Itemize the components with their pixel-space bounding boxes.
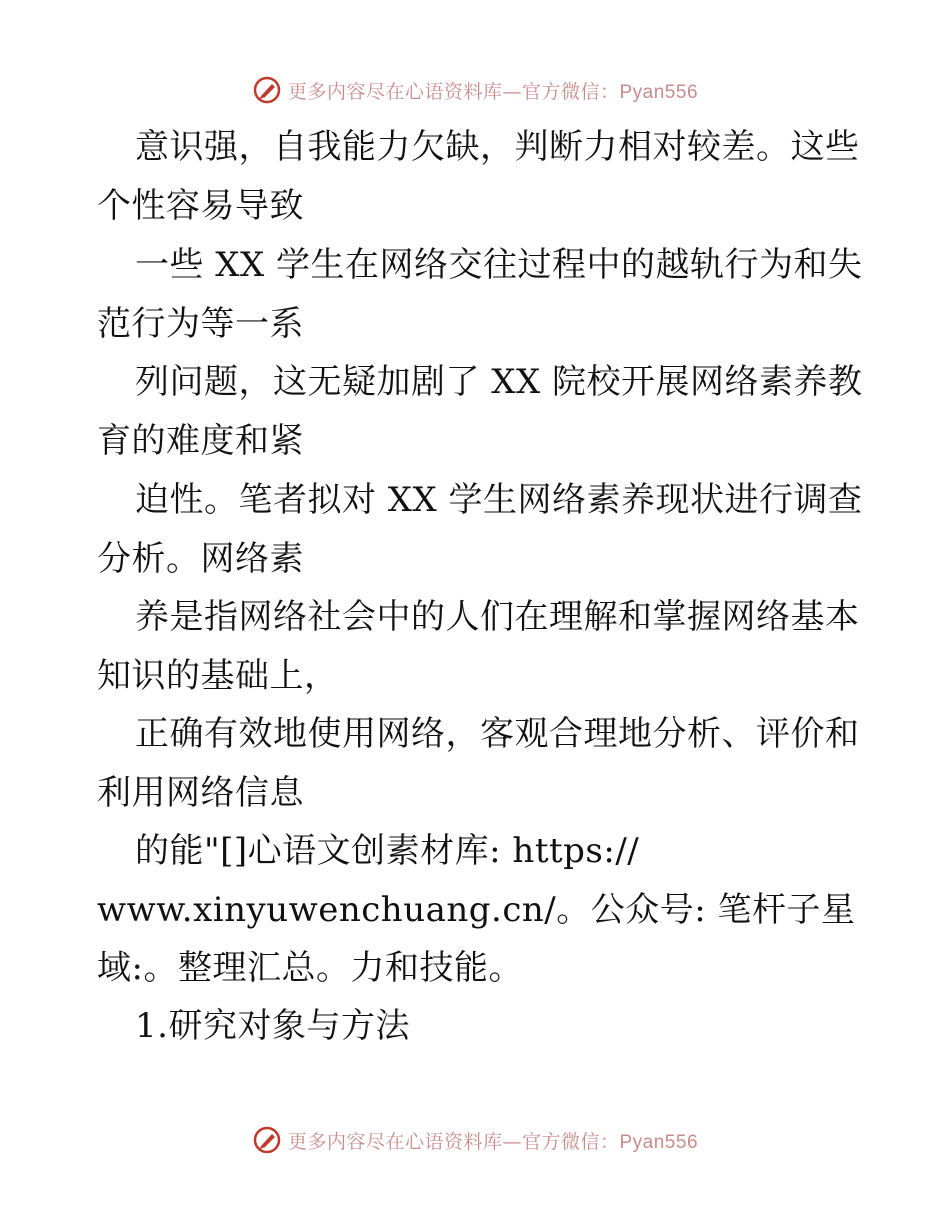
text-line: 迫性。笔者拟对 XX 学生网络素养现状进行调查	[135, 480, 863, 520]
section-heading: 1.研究对象与方法	[135, 1006, 410, 1046]
text-line: 列问题，这无疑加剧了 XX 院校开展网络素养教	[135, 362, 863, 402]
pen-seal-icon	[252, 75, 282, 105]
text-line: 一些 XX 学生在网络交往过程中的越轨行为和失	[135, 245, 863, 285]
banner-text	[288, 77, 698, 104]
text-line: 域:。整理汇总。力和技能。	[97, 948, 523, 988]
banner-wechat-id: Pyan556	[619, 81, 699, 103]
footer-banner	[0, 1120, 950, 1160]
header-banner	[0, 70, 950, 110]
banner-text-cn: 更多内容尽在心语资料库—官方微信：	[287, 80, 620, 103]
text-line: 的能"[]心语文创素材库: https://	[135, 831, 640, 871]
text-line: 育的难度和紧	[97, 421, 304, 461]
text-line: 分析。网络素	[97, 539, 304, 579]
text-line: 正确有效地使用网络，客观合理地分析、评价和	[135, 714, 860, 754]
text-line: 个性容易导致	[97, 186, 304, 226]
banner-text-cn: 更多内容尽在心语资料库—官方微信：	[287, 1130, 620, 1153]
text-line: 意识强，自我能力欠缺，判断力相对较差。这些	[135, 127, 860, 167]
text-line: 知识的基础上，	[97, 656, 339, 696]
banner-text	[288, 1127, 698, 1154]
text-line: 范行为等一系	[97, 304, 304, 344]
text-line: 养是指网络社会中的人们在理解和掌握网络基本	[135, 597, 860, 637]
pen-seal-icon	[252, 1125, 282, 1155]
text-line: www.xinyuwenchuang.cn/。公众号: 笔杆子星	[97, 890, 856, 930]
text-line: 利用网络信息	[97, 773, 304, 813]
banner-wechat-id: Pyan556	[619, 1131, 699, 1153]
